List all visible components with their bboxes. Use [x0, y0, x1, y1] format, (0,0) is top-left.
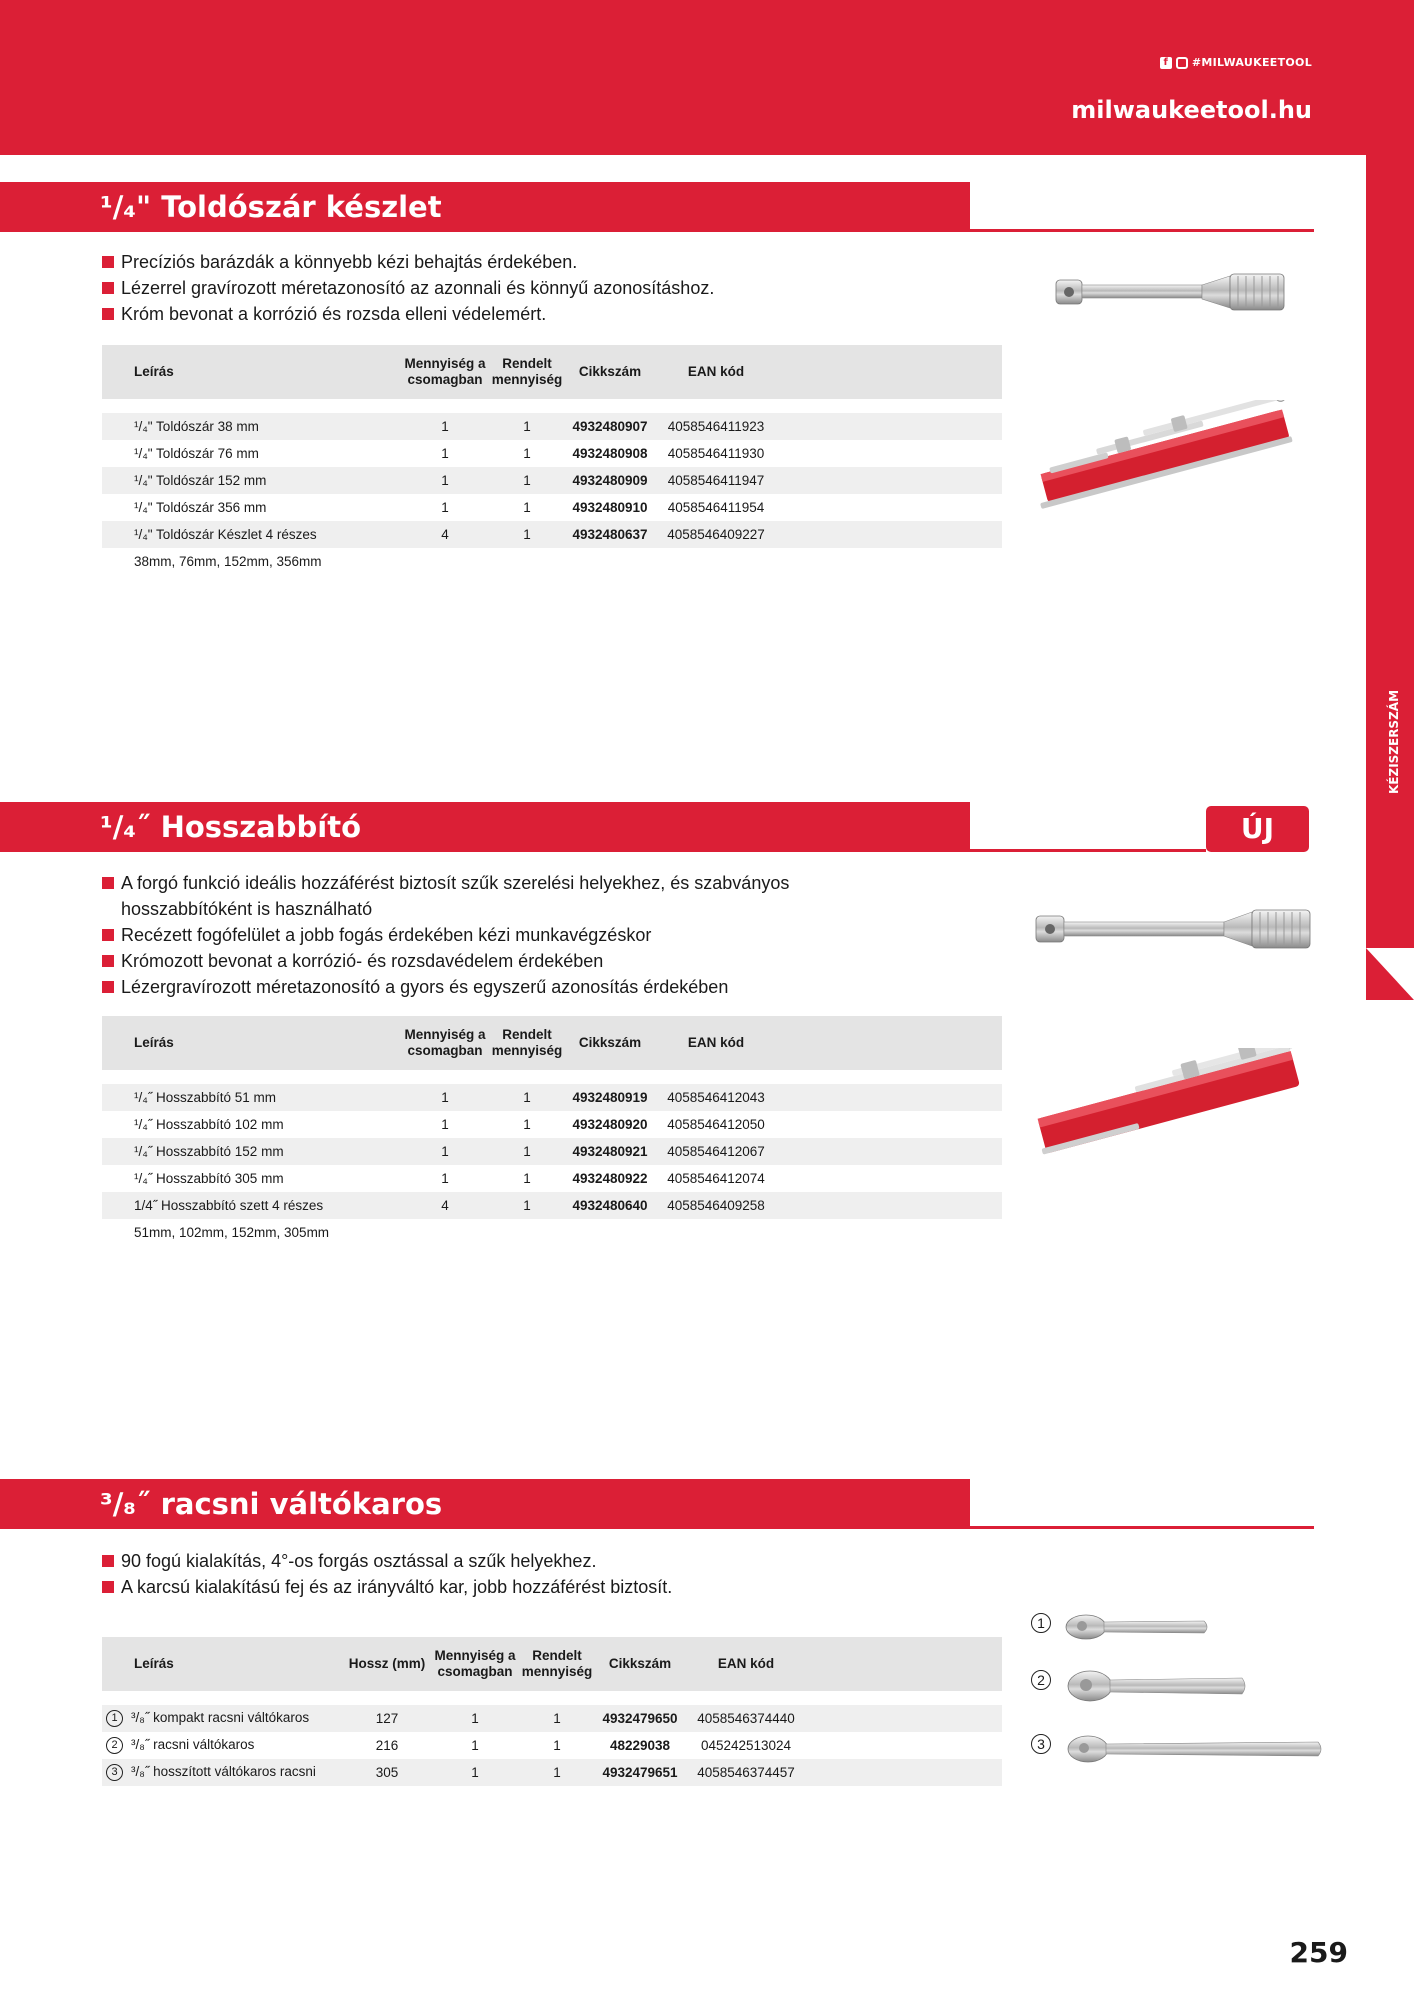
row-ean: 4058546409258: [667, 1198, 765, 1213]
feature-item: Lézergravírozott méretazonosító a gyors és egyszerű azonosítás érdekében: [100, 974, 860, 1000]
col-length: Hossz (mm): [348, 1656, 426, 1671]
instagram-icon[interactable]: [1176, 57, 1188, 69]
section-header: [0, 1479, 970, 1529]
item-number: 2: [106, 1737, 123, 1754]
table-row: [102, 1084, 1002, 1111]
table-row: [102, 440, 1002, 467]
row-pack-qty: 1: [471, 1711, 479, 1726]
table-row: [102, 467, 1002, 494]
row-order-qty: 1: [523, 1117, 531, 1132]
row-description: ¹/₄" Toldószár 152 mm: [134, 473, 267, 488]
row-description: [102, 1732, 342, 1759]
row-article: 4932480909: [572, 473, 648, 488]
row-description-text: ³/₈˝ kompakt racsni váltókaros: [131, 1710, 310, 1726]
row-ean: 4058546412074: [667, 1171, 765, 1186]
row-description: ¹/₄˝ Hosszabbító 102 mm: [134, 1117, 284, 1132]
col-ean: EAN kód: [687, 364, 745, 379]
col-pack-qty: Mennyiség a csomagban: [404, 356, 486, 387]
row-pack-qty: 4: [441, 527, 449, 542]
facebook-icon[interactable]: f: [1160, 57, 1172, 69]
row-ean: 4058546412050: [667, 1117, 765, 1132]
row-pack-qty: 1: [441, 1090, 449, 1105]
col-article: Cikkszám: [578, 1035, 642, 1050]
row-article: 4932480640: [572, 1198, 648, 1213]
row-order-qty: 1: [523, 527, 531, 542]
row-article: 48229038: [609, 1738, 671, 1753]
header-bar: [0, 0, 1414, 155]
row-order-qty: 1: [523, 1144, 531, 1159]
extension-set-image: [1030, 400, 1310, 510]
section-title: ¹/₄˝ Hosszabbító: [100, 810, 361, 844]
col-ean: EAN kód: [717, 1656, 775, 1671]
ratchet-image: [1066, 1668, 1251, 1704]
col-order-qty: Rendelt mennyiség: [491, 1027, 563, 1058]
row-pack-qty: 4: [441, 1198, 449, 1213]
row-pack-qty: 1: [441, 500, 449, 515]
col-pack-qty: Mennyiség a csomagban: [404, 1027, 486, 1058]
row-order-qty: 1: [523, 1198, 531, 1213]
table-row: [102, 521, 1002, 548]
item-number: 1: [106, 1710, 123, 1727]
product-table: [102, 345, 1002, 575]
long-ratchet-image: [1066, 1732, 1326, 1766]
feature-list: [100, 249, 860, 327]
row-article: 4932480920: [572, 1117, 648, 1132]
row-ean: 4058546411947: [667, 473, 765, 488]
row-pack-qty: 1: [441, 1144, 449, 1159]
col-ean: EAN kód: [687, 1035, 745, 1050]
table-row: [102, 494, 1002, 521]
section-rule: [970, 229, 1314, 232]
table-header: [102, 1637, 1002, 1691]
row-description-text: ³/₈˝ hosszított váltókaros racsni: [131, 1764, 316, 1780]
row-description: 1/4˝ Hosszabbító szett 4 részes: [134, 1198, 324, 1213]
row-order-qty: 1: [553, 1711, 561, 1726]
section-header: [0, 802, 970, 852]
table-row: [102, 1732, 1002, 1759]
image-number: 2: [1031, 1670, 1051, 1690]
row-ean: 4058546374457: [697, 1765, 795, 1780]
hashtag: #MILWAUKEETOOL: [1191, 56, 1312, 69]
feature-item: A forgó funkció ideális hozzáférést biztosít szűk szerelési helyekhez, és szabványos hosszabbítóként is használható: [100, 870, 860, 922]
table-row-note: [102, 548, 1002, 575]
table-row-note: [102, 1219, 1002, 1246]
swivel-extension-image: [1028, 900, 1318, 958]
item-number: 3: [106, 1764, 123, 1781]
row-ean: 4058546374440: [697, 1711, 795, 1726]
row-ean: 045242513024: [700, 1738, 792, 1753]
side-tab-notch: [1366, 948, 1414, 1000]
row-order-qty: 1: [523, 500, 531, 515]
row-description: [102, 1759, 342, 1786]
row-description: ¹/₄" Toldószár 38 mm: [134, 419, 259, 434]
row-length: 127: [375, 1711, 399, 1726]
extension-bar-image: [1050, 264, 1290, 320]
row-description: ¹/₄" Toldószár Készlet 4 részes: [134, 527, 317, 542]
col-article: Cikkszám: [608, 1656, 672, 1671]
row-article: 4932479651: [602, 1765, 678, 1780]
row-order-qty: 1: [523, 1090, 531, 1105]
row-article: 4932479650: [602, 1711, 678, 1726]
section-title: ³/₈˝ racsni váltókaros: [100, 1487, 443, 1521]
row-pack-qty: 1: [441, 419, 449, 434]
feature-item: Lézerrel gravírozott méretazonosító az azonnali és könnyű azonosításhoz.: [100, 275, 860, 301]
col-article: Cikkszám: [578, 364, 642, 379]
row-pack-qty: 1: [441, 473, 449, 488]
row-article: 4932480637: [572, 527, 648, 542]
row-article: 4932480907: [572, 419, 648, 434]
row-order-qty: 1: [523, 473, 531, 488]
row-order-qty: 1: [553, 1765, 561, 1780]
row-ean: 4058546409227: [667, 527, 765, 542]
col-order-qty: Rendelt mennyiség: [491, 356, 563, 387]
table-row: [102, 1165, 1002, 1192]
col-pack-qty: Mennyiség a csomagban: [434, 1648, 516, 1679]
col-description: Leírás: [134, 364, 174, 379]
row-description: [102, 1705, 342, 1732]
section-header: [0, 182, 970, 232]
side-category-label: KÉZISZERSZÁM: [1387, 689, 1401, 795]
col-description: Leírás: [134, 1656, 174, 1671]
row-description: ¹/₄" Toldószár 356 mm: [134, 500, 267, 515]
row-order-qty: 1: [523, 446, 531, 461]
table-row: [102, 1192, 1002, 1219]
section-title: ¹/₄" Toldószár készlet: [100, 190, 442, 224]
table-row: [102, 1138, 1002, 1165]
new-badge: ÚJ: [1206, 806, 1309, 852]
feature-list: [100, 1548, 860, 1600]
row-article: 4932480919: [572, 1090, 648, 1105]
col-order-qty: Rendelt mennyiség: [521, 1648, 593, 1679]
row-article: 4932480910: [572, 500, 648, 515]
row-article: 4932480922: [572, 1171, 648, 1186]
row-order-qty: 1: [523, 419, 531, 434]
row-length: 305: [375, 1765, 399, 1780]
table-row: [102, 413, 1002, 440]
col-description: Leírás: [134, 1035, 174, 1050]
row-pack-qty: 1: [471, 1765, 479, 1780]
row-order-qty: 1: [553, 1738, 561, 1753]
table-header: [102, 345, 1002, 399]
row-description: ¹/₄" Toldószár 76 mm: [134, 446, 259, 461]
set-contents-note: 51mm, 102mm, 152mm, 305mm: [134, 1225, 330, 1240]
row-description: ¹/₄˝ Hosszabbító 51 mm: [134, 1090, 277, 1105]
row-pack-qty: 1: [471, 1738, 479, 1753]
site-url[interactable]: milwaukeetool.hu: [1071, 96, 1312, 124]
row-article: 4932480908: [572, 446, 648, 461]
row-description-text: ³/₈˝ racsni váltókaros: [131, 1737, 255, 1753]
table-row: [102, 1111, 1002, 1138]
table-header: [102, 1016, 1002, 1070]
feature-list: [100, 870, 860, 1000]
row-pack-qty: 1: [441, 446, 449, 461]
row-description: ¹/₄˝ Hosszabbító 152 mm: [134, 1144, 284, 1159]
feature-item: 90 fogú kialakítás, 4°-os forgás osztással a szűk helyekhez.: [100, 1548, 860, 1574]
feature-item: Precíziós barázdák a könnyebb kézi behajtás érdekében.: [100, 249, 860, 275]
row-ean: 4058546411954: [667, 500, 765, 515]
row-order-qty: 1: [523, 1171, 531, 1186]
image-number: 1: [1031, 1613, 1051, 1633]
row-ean: 4058546412043: [667, 1090, 765, 1105]
row-ean: 4058546411923: [667, 419, 765, 434]
feature-item: Krómozott bevonat a korrózió- és rozsdavédelem érdekében: [100, 948, 860, 974]
row-pack-qty: 1: [441, 1117, 449, 1132]
image-number: 3: [1031, 1734, 1051, 1754]
feature-item: Recézett fogófelület a jobb fogás érdekében kézi munkavégzéskor: [100, 922, 860, 948]
set-contents-note: 38mm, 76mm, 152mm, 356mm: [134, 554, 322, 569]
table-row: [102, 1759, 1002, 1786]
product-table: [102, 1016, 1002, 1246]
row-length: 216: [375, 1738, 399, 1753]
row-ean: 4058546412067: [667, 1144, 765, 1159]
compact-ratchet-image: [1064, 1612, 1214, 1642]
page-number: 259: [1289, 1936, 1348, 1969]
side-category-tab: [1366, 155, 1414, 1000]
feature-item: A karcsú kialakítású fej és az irányváltó kar, jobb hozzáférést biztosít.: [100, 1574, 860, 1600]
extension-kit-image: [1030, 1048, 1315, 1158]
row-pack-qty: 1: [441, 1171, 449, 1186]
feature-item: Króm bevonat a korrózió és rozsda elleni védelemért.: [100, 301, 860, 327]
row-article: 4932480921: [572, 1144, 648, 1159]
social-links: [1160, 56, 1312, 69]
row-description: ¹/₄˝ Hosszabbító 305 mm: [134, 1171, 284, 1186]
row-ean: 4058546411930: [667, 446, 765, 461]
product-table: [102, 1637, 1002, 1786]
section-rule: [970, 849, 1206, 852]
section-rule: [970, 1526, 1314, 1529]
table-row: [102, 1705, 1002, 1732]
